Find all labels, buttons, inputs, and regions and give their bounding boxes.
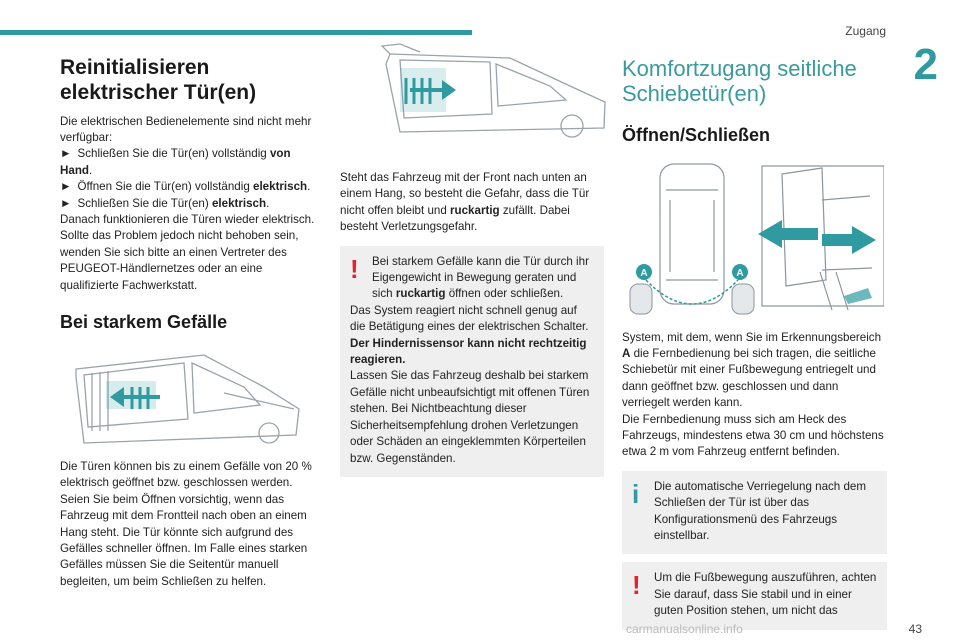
comfort-para-2: Die Fernbedienung muss sich am Heck des Fahrzeugs, mindestens etwa 30 cm und höchstens etwa 2 m vom Fahrzeug entfernt befinden.: [622, 412, 884, 459]
reinit-intro: Die elektrischen Bedienelemente sind nicht mehr verfügbar:: [60, 114, 312, 144]
warning-icon: !: [632, 570, 641, 601]
van-downhill-illustration: [360, 40, 615, 142]
watermark: carmanualsonline.info: [626, 622, 743, 636]
zone-label-right: A: [736, 267, 744, 279]
warning-box-slope: [340, 246, 604, 477]
chapter-number: 2: [913, 40, 938, 89]
reinit-step-1: ► Schließen Sie die Tür(en) vollständig von Hand.: [60, 147, 291, 177]
downhill-text: Steht das Fahrzeug mit der Front nach unten an einem Hang, so besteht die Gefahr, dass die Tür nicht offen bleibt und ruckartig zufällt. Dabei besteht Verletzungsgefahr.: [340, 171, 590, 234]
section-label: Zugang: [845, 24, 886, 38]
column-middle: [340, 40, 604, 477]
warning-box-foot: [622, 562, 887, 629]
warning-foot-text: Um die Fußbewegung auszuführen, achten Sie darauf, dass Sie stabil und in einer guten Position stehen, um nicht das: [654, 571, 877, 618]
column-right: [622, 56, 887, 630]
header-accent-bar: [0, 30, 472, 35]
heading-open-close: Öffnen/Schließen: [622, 124, 771, 145]
heading-reinit: Reinitialisieren elektrischer Tür(en): [60, 56, 257, 104]
warning-icon: !: [350, 253, 359, 284]
heading-slope: Bei starkem Gefälle: [60, 312, 228, 332]
warning-slope-line4: Lassen Sie das Fahrzeug deshalb bei starkem Gefälle nicht unbeaufsichtigt mit offenen Türen stehen. Bei Nichtbeachtung dieser Sicherheitsempfehlung drohen Verletzungen oder Schäden an eingeklemmten Körperteilen bzw. Gegenständen.: [350, 369, 590, 465]
reinit-after: Danach funktionieren die Türen wieder elektrisch. Sollte das Problem jedoch nicht behoben sein, wenden Sie sich bitte an einen Vertreter des PEUGEOT-Händlernetzes oder an eine qualifizierte Fachwerkstatt.: [60, 212, 315, 292]
warning-slope-line3: Der Hindernissensor kann nicht rechtzeitig reagieren.: [350, 336, 587, 367]
reinit-step-2: ► Öffnen Sie die Tür(en) vollständig elektrisch.: [60, 180, 311, 194]
heading-comfort-access: Komfortzugang seitliche Schiebetür(en): [622, 56, 857, 107]
info-icon: i: [632, 478, 640, 509]
warning-slope-line1: Bei starkem Gefälle kann die Tür durch ihr Eigengewicht in Bewegung geraten und sich ruckartig öffnen oder schließen.: [372, 254, 589, 301]
column-left: [60, 56, 322, 590]
info-autolock-text: Die automatische Verriegelung nach dem Schließen der Tür ist über das Konfigurationsmenü des Fahrzeugs einstellbar.: [654, 479, 867, 543]
info-box-autolock: [622, 471, 887, 555]
zone-label-left: A: [640, 267, 648, 279]
hands-free-door-illustration: [622, 160, 884, 320]
van-slope-illustration: [64, 347, 314, 447]
slope-text: Die Türen können bis zu einem Gefälle von 20 % elektrisch geöffnet bzw. geschlossen werden. Seien Sie beim Öffnen vorsichtig, wenn das Fahrzeug mit dem Frontteil nach oben an einem Hang steht. Die Tür könnte sich aufgrund des Gefälles schneller öffnen. Im Falle eines starken Gefälles müssen Sie die Seitentür manuell begleiten, um beim Schließen zu helfen.: [60, 460, 312, 588]
page-number: 43: [908, 622, 922, 636]
comfort-para-1: System, mit dem, wenn Sie im Erkennungsbereich A die Fernbedienung bei sich tragen, die seitliche Schiebetür mit einer Fußbewegung entriegelt und dann geöffnet bzw. geschlossen und dann verriegelt werden kann.: [622, 330, 882, 410]
warning-slope-line2: Das System reagiert nicht schnell genug auf die Betätigung eines der elektrischen Schalter.: [350, 303, 589, 334]
reinit-step-3: ► Schließen Sie die Tür(en) elektrisch.: [60, 196, 270, 210]
